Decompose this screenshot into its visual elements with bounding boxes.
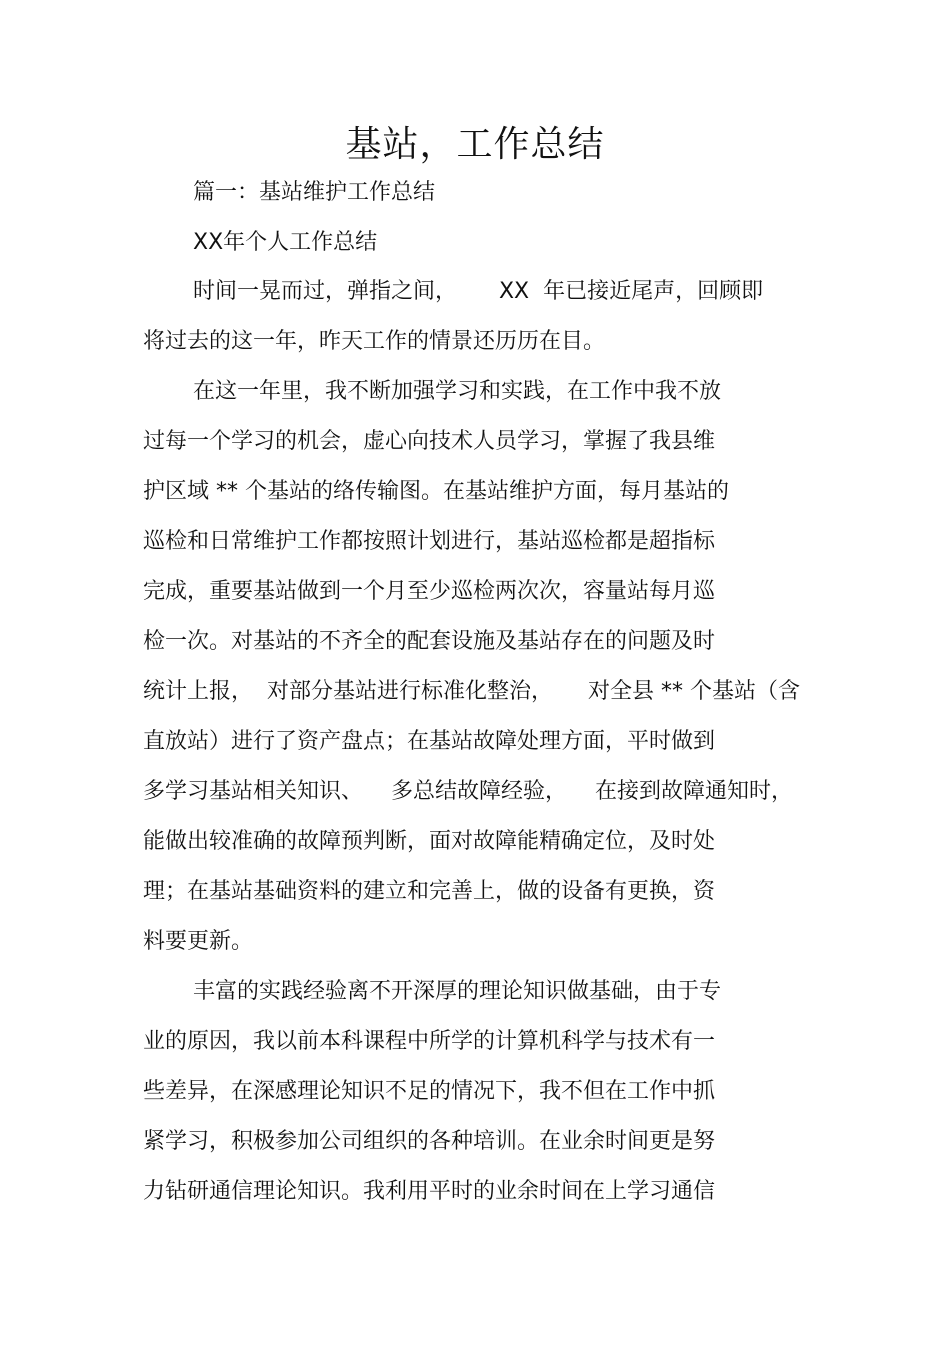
document-title: 基站，工作总结 <box>345 124 605 165</box>
text-line: 料要更新。 <box>143 929 254 954</box>
text-line: 业的原因，我以前本科课程中所学的计算机科学与技术有一 <box>143 1029 716 1054</box>
text-line: 多学习基站相关知识、 多总结故障经验， 在接到故障通知时， <box>143 779 793 804</box>
text-line: 在这一年里，我不断加强学习和实践，在工作中我不放 <box>193 379 722 404</box>
text-line: 直放站）进行了资产盘点；在基站故障处理方面，平时做到 <box>143 729 716 754</box>
text-line: 检一次。对基站的不齐全的配套设施及基站存在的问题及时 <box>143 629 716 654</box>
text-line: 篇一：基站维护工作总结 <box>193 180 436 205</box>
text-line: 统计上报， 对部分基站进行标准化整治， 对全县 ** 个基站（含 <box>143 679 800 704</box>
text-line: 将过去的这一年，昨天工作的情景还历历在目。 <box>143 329 606 354</box>
text-line: 时间一晃而过，弹指之间， XX 年已接近尾声，回顾即 <box>193 279 764 304</box>
text-line: 丰富的实践经验离不开深厚的理论知识做基础，由于专 <box>193 979 722 1004</box>
text-line: 理；在基站基础资料的建立和完善上，做的设备有更换，资 <box>143 879 716 904</box>
text-line: 紧学习，积极参加公司组织的各种培训。在业余时间更是努 <box>143 1129 716 1154</box>
text-line: 护区域 ** 个基站的络传输图。在基站维护方面，每月基站的 <box>143 479 729 504</box>
text-line: 完成，重要基站做到一个月至少巡检两次次，容量站每月巡 <box>143 579 716 604</box>
text-line: 巡检和日常维护工作都按照计划进行，基站巡检都是超指标 <box>143 529 716 554</box>
text-line: 力钻研通信理论知识。我利用平时的业余时间在上学习通信 <box>143 1179 716 1204</box>
text-line: XX年个人工作总结 <box>193 230 378 255</box>
text-line: 些差异，在深感理论知识不足的情况下，我不但在工作中抓 <box>143 1079 716 1104</box>
text-line: 过每一个学习的机会，虚心向技术人员学习，掌握了我县维 <box>143 429 716 454</box>
text-line: 能做出较准确的故障预判断，面对故障能精确定位，及时处 <box>143 829 716 854</box>
